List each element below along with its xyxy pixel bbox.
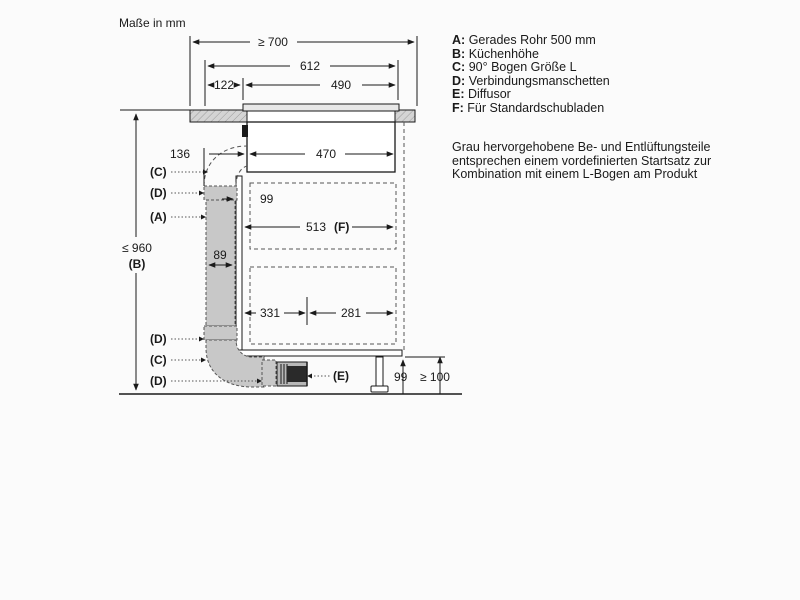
dim-gap: 99 xyxy=(260,192,274,206)
diffuser xyxy=(277,362,307,386)
dim-unit-width: 490 xyxy=(330,78,352,92)
dim-total-width: ≥ 700 xyxy=(258,35,288,49)
cooktop-unit xyxy=(242,104,399,172)
dim-duct-width: 89 xyxy=(213,248,227,262)
dim-offset-left: 122 xyxy=(213,78,235,92)
legend xyxy=(452,34,782,116)
bend-lower xyxy=(206,340,264,387)
note-text: Grau hervorgehobene Be- und Entlüftungsteile entsprechen einem vordefinierten Startsatz zur Kombination mit einem L-Bogen am Produkt xyxy=(452,140,712,182)
collar-lower xyxy=(262,360,276,386)
label-a: (A) xyxy=(150,210,167,224)
dim-unit-depth: 470 xyxy=(315,147,337,161)
label-e: (E) xyxy=(333,369,349,383)
legend-item-d: D: Verbindungsmanschetten xyxy=(452,73,610,88)
duct-assembly xyxy=(204,186,307,387)
label-c-top: (C) xyxy=(150,165,167,179)
dim-depth-left: 331 xyxy=(259,306,281,320)
legend-item-e: E: Diffusor xyxy=(452,87,511,102)
dim-plinth-min: ≥ 100 xyxy=(420,370,450,384)
legend-item-f: F: Für Standardschubladen xyxy=(452,100,605,115)
dim-height-ref: (B) xyxy=(128,257,146,271)
dim-cabinet-width: 612 xyxy=(299,59,321,73)
collar-middle xyxy=(204,326,237,340)
diagram-title: Maße in mm xyxy=(119,16,186,30)
legend-item-b: B: Küchenhöhe xyxy=(452,46,539,61)
dim-height-max: ≤ 960 xyxy=(122,241,152,255)
dim-drawer-depth: 513 xyxy=(306,220,327,234)
dim-drawer-depth-ref: (F) xyxy=(334,220,350,234)
legend-item-a: A: Gerades Rohr 500 mm xyxy=(452,33,596,47)
dim-duct-offset: 136 xyxy=(169,147,191,161)
label-d-top: (D) xyxy=(150,186,167,200)
dim-depth-right: 281 xyxy=(340,306,362,320)
label-d-middle: (D) xyxy=(150,332,167,346)
straight-pipe xyxy=(206,200,235,326)
plinth-foot xyxy=(371,357,388,392)
collar-top xyxy=(204,186,237,200)
label-d-lower: (D) xyxy=(150,374,167,388)
dim-plinth-height: 99 xyxy=(394,370,408,384)
label-c-lower: (C) xyxy=(150,353,167,367)
legend-item-c: C: 90° Bogen Größe L xyxy=(452,60,577,75)
